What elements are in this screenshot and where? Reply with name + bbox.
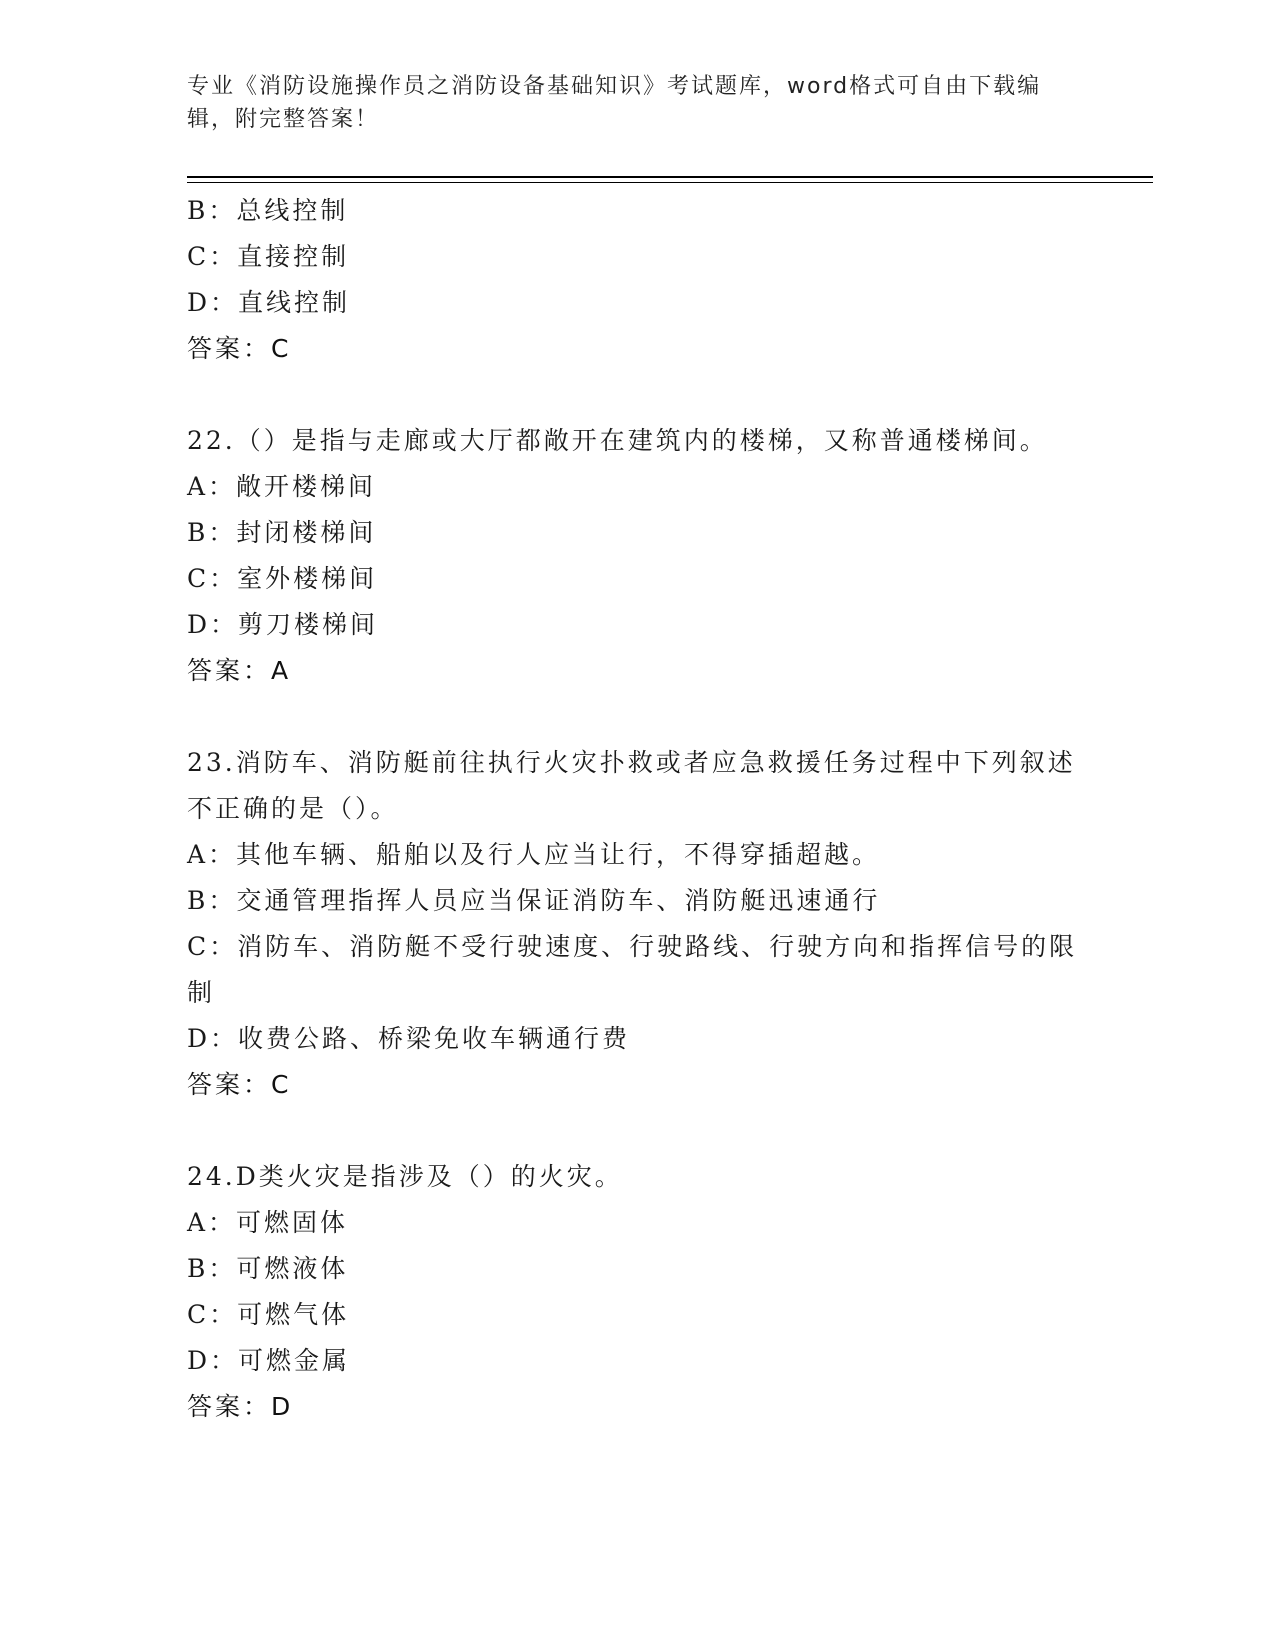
option-b: B：可燃液体 [187, 1254, 349, 1283]
question-23 [187, 740, 1087, 1108]
option-b: B：总线控制 [187, 196, 349, 225]
header-divider-thick [187, 176, 1153, 178]
question-list [187, 188, 1087, 1430]
answer-line: 答案：D [187, 1392, 294, 1421]
option-a: A：敞开楼梯间 [187, 472, 377, 501]
answer-line: 答案：C [187, 334, 292, 363]
question-24 [187, 1154, 1087, 1430]
option-b: B：封闭楼梯间 [187, 518, 377, 547]
option-a: A：其他车辆、船舶以及行人应当让行，不得穿插超越。 [187, 840, 881, 869]
option-d: D：剪刀楼梯间 [187, 610, 379, 639]
header-divider-thin [187, 182, 1153, 183]
option-b: B：交通管理指挥人员应当保证消防车、消防艇迅速通行 [187, 886, 881, 915]
question-22 [187, 418, 1087, 694]
option-d: D：直线控制 [187, 288, 351, 317]
answer-line: 答案：A [187, 656, 292, 685]
question-text: 23.消防车、消防艇前往执行火灾扑救或者应急救援任务过程中下列叙述不正确的是（）。 [187, 748, 1076, 823]
question-text: 22.（）是指与走廊或大厅都敞开在建筑内的楼梯，又称普通楼梯间。 [187, 426, 1048, 455]
document-header: 专业《消防设施操作员之消防设备基础知识》考试题库，word格式可自由下载编辑，附完整答案！ [187, 74, 1042, 132]
option-c: C：可燃气体 [187, 1300, 350, 1329]
option-c: C：直接控制 [187, 242, 350, 271]
option-c: C：消防车、消防艇不受行驶速度、行驶路线、行驶方向和指挥信号的限制 [187, 932, 1078, 1007]
option-d: D：可燃金属 [187, 1346, 351, 1375]
option-d: D：收费公路、桥梁免收车辆通行费 [187, 1024, 631, 1053]
question-text: 24.D类火灾是指涉及（）的火灾。 [187, 1162, 623, 1191]
option-c: C：室外楼梯间 [187, 564, 378, 593]
answer-line: 答案：C [187, 1070, 292, 1099]
option-a: A：可燃固体 [187, 1208, 349, 1237]
carryover-question [187, 188, 1087, 372]
